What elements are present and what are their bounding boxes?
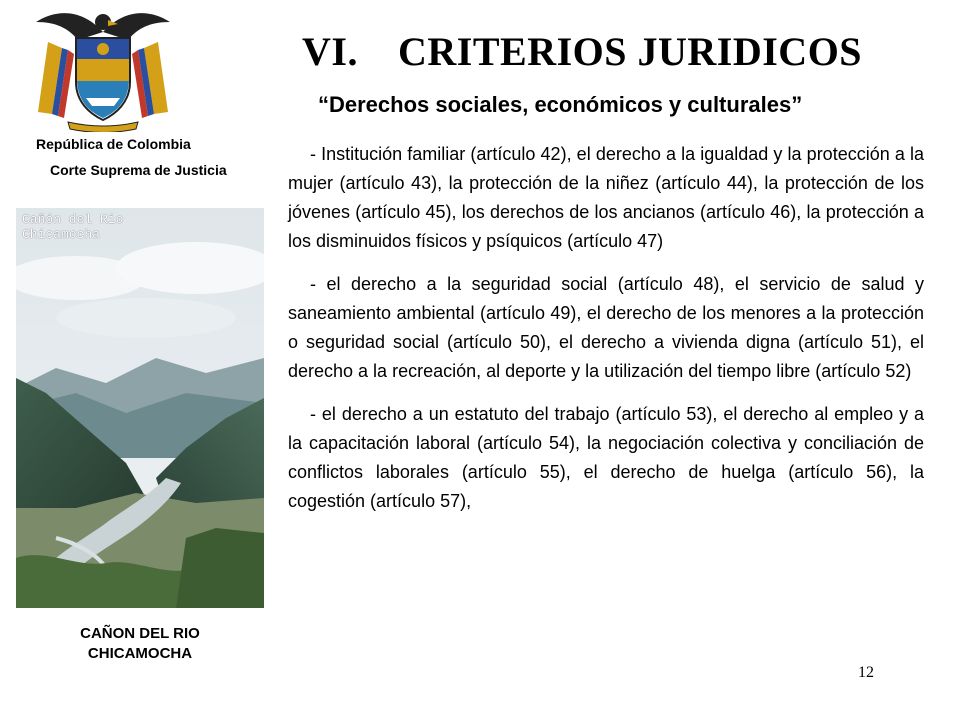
institution-court-label: Corte Suprema de Justicia: [50, 162, 227, 178]
photo-caption-line-2: CHICAMOCHA: [87, 645, 193, 662]
section-subtitle: “Derechos sociales, económicos y culturales”: [318, 92, 803, 117]
photo-caption-line-1: CAÑON DEL RIO: [80, 625, 200, 642]
section-title-text: CRITERIOS JURIDICOS: [398, 29, 863, 74]
paragraph-1-text: - Institución familiar (artículo 42), el derecho a la igualdad y la protección a la mujer (artículo 43), la protección de la niñez (artículo 44), la protección de los jóvenes (artículo 45), los derechos de los ancianos (artículo 46), la protección a los disminuidos físicos y psíquicos (artículo 47): [288, 144, 924, 251]
paragraph-1: [288, 140, 924, 256]
paragraph-2-text: - el derecho a la seguridad social (artículo 48), el servicio de salud y saneamiento ambiental (artículo 49), el derecho de los menores a la protección o seguridad social (artículo 50), el derecho a vivienda digna (artículo 51), el derecho a la recreación, al deporte y la utilización del tiempo libre (artículo 52): [288, 274, 924, 381]
photo-caption: [16, 624, 264, 664]
photo-label-line-1: Cañón del Rio: [22, 212, 124, 227]
photo-label-line-2: Chicamocha: [22, 227, 101, 242]
canyon-photo: [16, 208, 264, 608]
photo-overlay-label: [22, 212, 123, 242]
paragraph-3-text: - el derecho a un estatuto del trabajo (artículo 53), el derecho al empleo y a la capacitación laboral (artículo 54), la negociación colectiva y conciliación de conflictos laborales (artículo 55), el derecho de huelga (artículo 56), la cogestión (artículo 57),: [288, 404, 924, 511]
institution-republic-label: República de Colombia: [36, 136, 191, 152]
body-text: [288, 140, 924, 530]
coat-of-arms-logo: [28, 2, 178, 132]
paragraph-2: [288, 270, 924, 386]
page-number: 12: [858, 664, 874, 681]
section-number: VI.: [302, 29, 358, 74]
section-title: [302, 28, 862, 75]
paragraph-3: [288, 400, 924, 516]
